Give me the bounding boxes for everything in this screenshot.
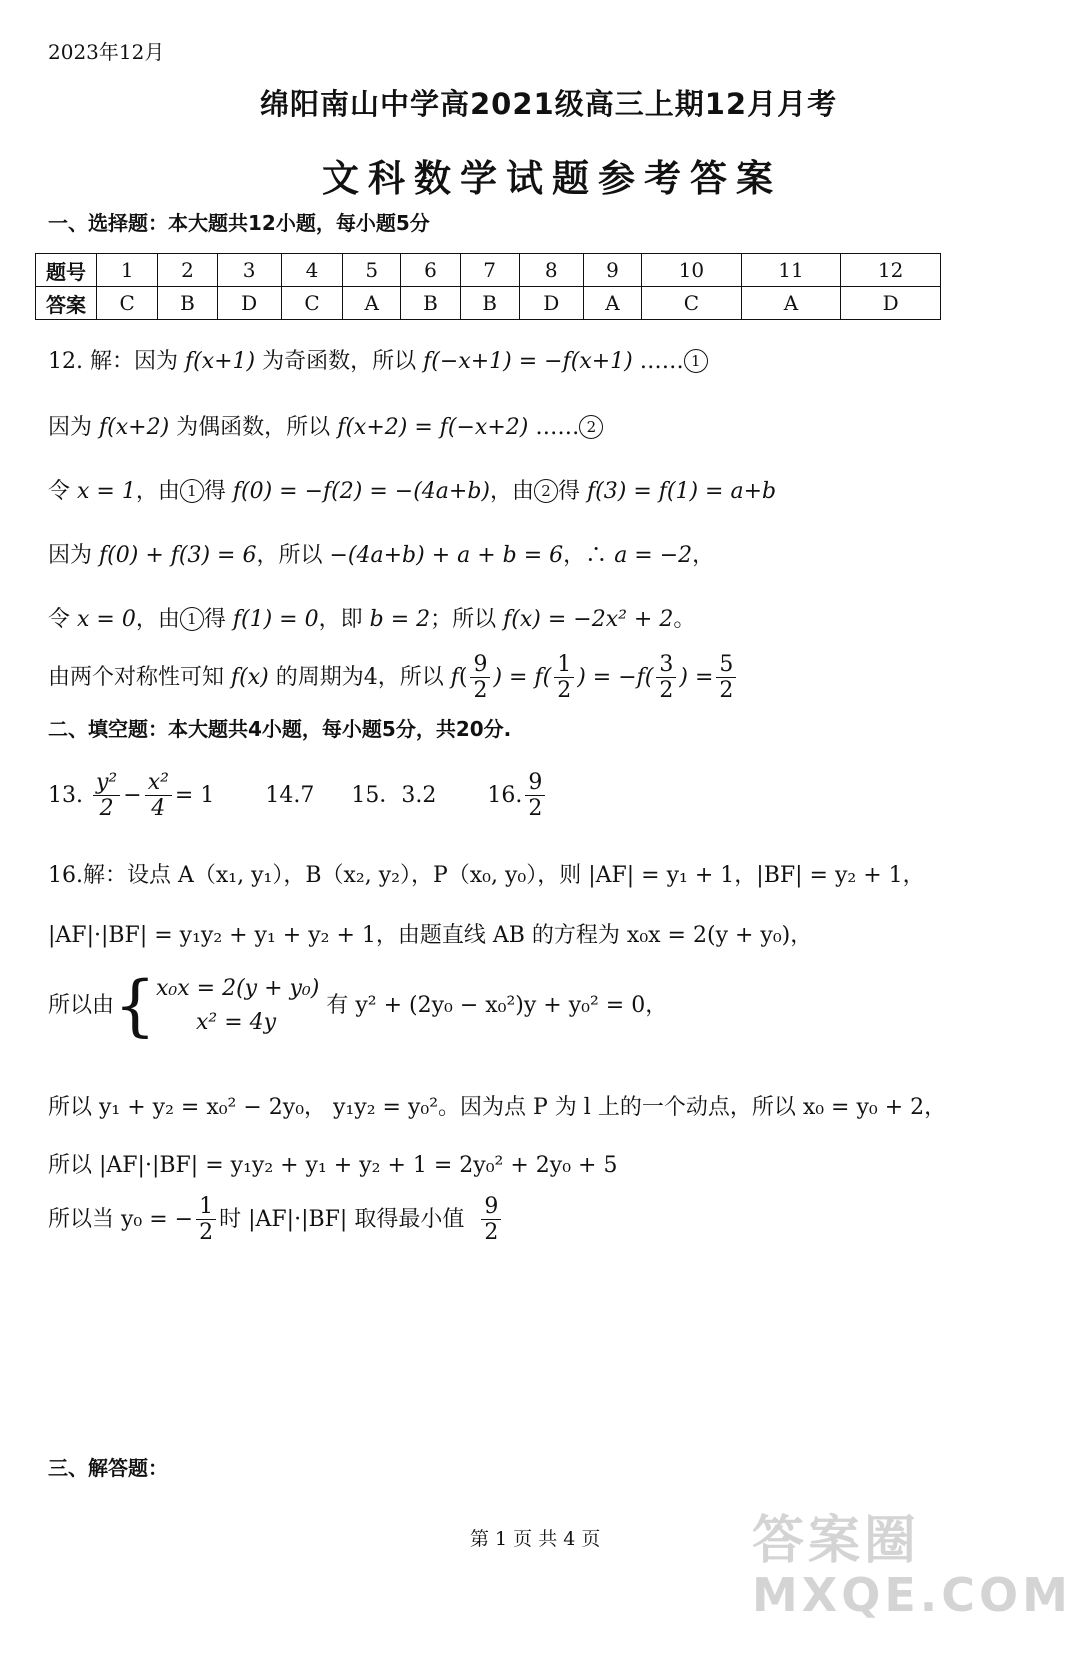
q12-line-2: 因为 f(x+2) 为偶函数，所以 f(x+2) = f(−x+2) …… 2 (48, 410, 603, 441)
fraction: $\frac{\text{y²}}{2}$ (93, 770, 120, 822)
answer-cell: C (281, 287, 342, 320)
q16-line-2: |AF|·|BF| = y₁y₂ + y₁ + y₂ + 1，由题直线 AB 的方程为 x₀x = 2(y + y₀)， (48, 923, 813, 948)
question-number: 11 (741, 254, 841, 287)
question-number: 12 (841, 254, 941, 287)
q12-line-1: 12. 解：因为 f(x+1) 为奇函数，所以 f(−x+1) = −f(x+1) …… 1 (48, 344, 708, 375)
page-footer: 第 1 页 共 4 页 (470, 1528, 601, 1550)
section-3-title: 三、解答题： (48, 1456, 168, 1480)
answer-table (35, 253, 941, 320)
q12-line-4: 因为 f(0) + f(3) = 6，所以 −(4a+b) + a + b = 6，∴ a = −2， (48, 543, 715, 568)
answer-cell: C (642, 287, 742, 320)
answer-cell: B (158, 287, 217, 320)
answer-cell: A (343, 287, 401, 320)
fraction: $\frac{5}{2}$ (716, 652, 736, 704)
q16-line-3: 所以由{ x₀x = 2(y + y₀) x² = 4y 有 y² + (2y₀ − x₀²)y + y₀² = 0， (48, 967, 668, 1045)
circled-number-1: 1 (180, 479, 204, 503)
question-number: 2 (158, 254, 217, 287)
fraction: $\frac{1}{2}$ (554, 652, 574, 704)
circled-number-2: 2 (579, 415, 603, 439)
section-1-title: 一、选择题：本大题共12小题，每小题5分 (48, 211, 430, 235)
answer-cell: B (460, 287, 519, 320)
row-label-number: 题号 (36, 254, 97, 287)
fraction: $\frac{1}{2}$ (196, 1194, 216, 1246)
answer-cell: D (217, 287, 281, 320)
question-number: 8 (519, 254, 583, 287)
answer-cell: D (841, 287, 941, 320)
equation-system: x₀x = 2(y + y₀) x² = 4y (156, 976, 320, 1036)
fraction: $\frac{9}{2}$ (481, 1194, 501, 1246)
question-number: 4 (281, 254, 342, 287)
row-label-answer: 答案 (36, 287, 97, 320)
q16-line-4: 所以 y₁ + y₂ = x₀² − 2y₀， y₁y₂ = y₀²。因为点 P 为 l 上的一个动点，所以 x₀ = y₀ + 2， (48, 1095, 947, 1120)
fraction: $\frac{9}{2}$ (525, 770, 545, 822)
document-subtitle: 文科数学试题参考答案 (322, 157, 782, 200)
q12-line-6: 由两个对称性可知 f(x) 的周期为4，所以 f( $\frac{9}{2}$ ) = f( $\frac{1}{2}$ ) = −f( $\frac{3}{2}$ ) = $\frac{5}{2}$ (48, 652, 739, 704)
exam-date: 2023年12月 (48, 40, 165, 64)
q16-line-6: 所以当 y₀ = − $\frac{1}{2}$ 时 |AF|·|BF| 取得最小值 $\frac{9}{2}$ (48, 1194, 504, 1246)
question-number: 3 (217, 254, 281, 287)
answer-cell: A (741, 287, 841, 320)
question-number: 6 (401, 254, 460, 287)
fraction: $\frac{3}{2}$ (656, 652, 676, 704)
fraction: $\frac{\text{x²}}{4}$ (145, 770, 172, 822)
q16-line-5: 所以 |AF|·|BF| = y₁y₂ + y₁ + y₂ + 1 = 2y₀² + 2y₀ + 5 (48, 1153, 618, 1178)
circled-number-1: 1 (684, 349, 708, 373)
fraction: $\frac{9}{2}$ (470, 652, 490, 704)
circled-number-1: 1 (180, 607, 204, 631)
q12-line-5: 令 x = 0，由 1 得 f(1) = 0，即 b = 2；所以 f(x) = −2x² + 2。 (48, 607, 696, 632)
table-row-answers (36, 287, 941, 320)
q15-answer: 15．3.2 (351, 782, 437, 808)
q16-line-1: 16.解：设点 A（x₁, y₁），B（x₂, y₂），P（x₀, y₀），则 |AF| = y₁ + 1，|BF| = y₂ + 1， (48, 863, 925, 888)
answer-cell: C (97, 287, 158, 320)
fill-in-answers: 13. $\frac{\text{y²}}{2}$ − $\frac{\text{x²}}{4}$ = 1 14.7 15．3.2 16. $\frac{9}{2}$ (48, 770, 548, 822)
table-row-numbers (36, 254, 941, 287)
q12-line-3: 令 x = 1，由 1 得 f(0) = −f(2) = −(4a+b)，由 2 得 f(3) = f(1) = a+b (48, 479, 777, 504)
question-number: 5 (343, 254, 401, 287)
q14-answer: 14.7 (265, 782, 315, 808)
school-title: 绵阳南山中学高2021级高三上期12月月考 (260, 87, 838, 121)
watermark-url: MXQE.COM (752, 1568, 1072, 1622)
section-2-title: 二、填空题：本大题共4小题，每小题5分，共20分. (48, 717, 512, 741)
question-number: 7 (460, 254, 519, 287)
answer-cell: B (401, 287, 460, 320)
question-number: 10 (642, 254, 742, 287)
circled-number-2: 2 (534, 479, 558, 503)
left-brace: { (114, 967, 157, 1045)
answer-cell: D (519, 287, 583, 320)
question-number: 9 (583, 254, 641, 287)
answer-cell: A (583, 287, 641, 320)
watermark-logo: 答案圈 (752, 1511, 921, 1571)
question-number: 1 (97, 254, 158, 287)
